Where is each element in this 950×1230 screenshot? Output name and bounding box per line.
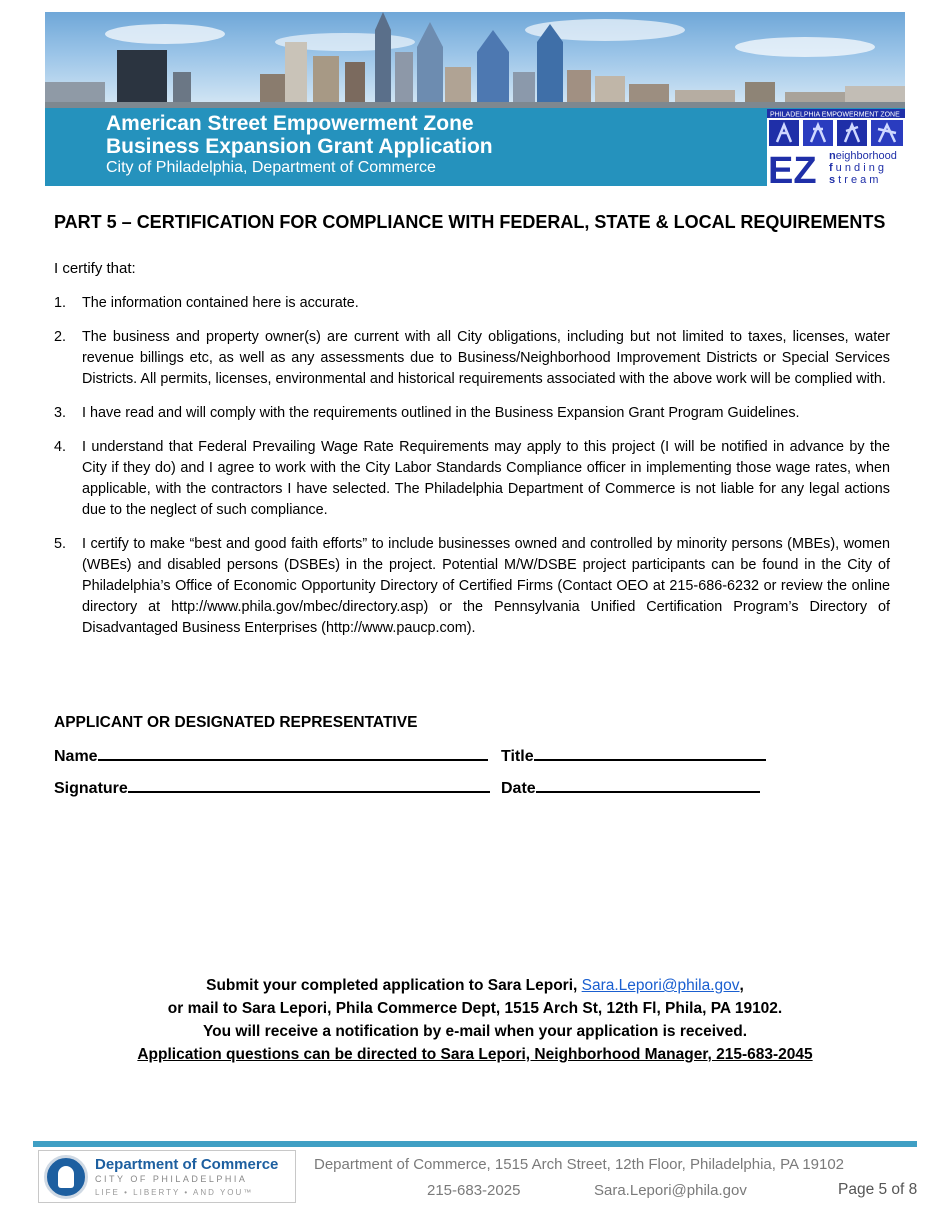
ez-logo-eighborhood: eighborhood	[835, 150, 897, 162]
name-field[interactable]	[54, 747, 488, 767]
title-label: Title	[501, 748, 534, 765]
title-line[interactable]	[534, 747, 766, 761]
ez-logo-s: s	[829, 174, 836, 186]
ez-logo-unding: u n d i n g	[835, 162, 884, 174]
certification-number: 2.	[54, 329, 67, 345]
certification-item	[54, 293, 890, 314]
skyline-graphic	[45, 12, 905, 108]
ez-logo-n: n	[829, 150, 836, 162]
contact-email-link[interactable]: Sara.Lepori@phila.gov	[581, 977, 740, 994]
submit-line-4: Application questions can be directed to Sara Lepori, Neighborhood Manager, 215-683-2045	[137, 1046, 813, 1063]
liberty-bell-icon	[44, 1155, 88, 1199]
page-number: Page 5 of 8	[838, 1181, 918, 1198]
title-field[interactable]	[501, 747, 766, 767]
name-label: Name	[54, 748, 98, 765]
part-5-heading: PART 5 – CERTIFICATION FOR COMPLIANCE WITH FEDERAL, STATE & LOCAL REQUIREMENTS	[54, 212, 886, 232]
skyline-image	[45, 12, 905, 108]
certification-text: The business and property owner(s) are current with all City obligations, including but not limited to taxes, licenses, water revenue billings etc, as well as any assessments due to Business/Neighborhood Improvement Districts or Special Services Districts. All permits, licenses, environmental and historical requirements associated with the above work will be complied with.	[82, 329, 890, 387]
name-line[interactable]	[98, 747, 488, 761]
submit-line-3: You will receive a notification by e-mail when your application is received.	[202, 1023, 748, 1040]
signature-line[interactable]	[128, 779, 490, 793]
footer-address: Department of Commerce, 1515 Arch Street, 12th Floor, Philadelphia, PA 19102	[314, 1156, 845, 1173]
logo-motto: LIFE • LIBERTY • AND YOU™	[95, 1188, 254, 1197]
signature-field[interactable]	[54, 779, 490, 799]
certification-number: 5.	[54, 536, 67, 552]
certification-text: The information contained here is accurate.	[82, 295, 359, 311]
application-title-line-1: American Street Empowerment Zone	[106, 112, 474, 135]
certification-list	[54, 293, 890, 652]
certification-text: I have read and will comply with the requirements outlined in the Business Expansion Grant Program Guidelines.	[82, 405, 800, 421]
empowerment-zone-logo	[767, 109, 905, 186]
certification-item	[54, 403, 890, 424]
ez-logo-top-text: PHILADELPHIA EMPOWERMENT ZONE	[770, 111, 900, 119]
certification-item	[54, 327, 890, 390]
certification-item	[54, 534, 890, 639]
ez-logo-f: f	[829, 162, 833, 174]
submission-instructions	[0, 974, 950, 1066]
footer-phone: 215-683-2025	[427, 1182, 521, 1199]
submit-line-1: Submit your completed application to Sara Lepori, Sara.Lepori@phila.gov,	[206, 977, 744, 994]
logo-dept-name: Department of Commerce	[95, 1156, 279, 1173]
applicant-heading: APPLICANT OR DESIGNATED REPRESENTATIVE	[54, 714, 418, 731]
certification-item	[54, 437, 890, 521]
certification-number: 3.	[54, 405, 67, 421]
department-of-commerce-logo	[38, 1150, 296, 1203]
svg-text:fu n d i n g	[829, 162, 884, 174]
application-title-line-2: Business Expansion Grant Application	[106, 135, 493, 158]
certification-number: 4.	[54, 439, 67, 455]
signature-label: Signature	[54, 780, 128, 797]
svg-text:st r e a m	[829, 174, 878, 186]
footer-email: Sara.Lepori@phila.gov	[594, 1182, 747, 1199]
ez-logo-tream: t r e a m	[838, 174, 879, 186]
application-subtitle: City of Philadelphia, Department of Commerce	[106, 159, 436, 176]
certify-intro: I certify that:	[54, 260, 136, 277]
date-line[interactable]	[536, 779, 760, 793]
date-field[interactable]	[501, 779, 760, 799]
ez-logo-letters: EZ	[768, 150, 817, 186]
footer-divider	[33, 1141, 917, 1147]
certification-text: I understand that Federal Prevailing Wage Rate Requirements may apply to this project (I will be notified in advance by the City if they do) and I agree to work with the City Labor Standards Compliance officer in implementing those wage rates, when applicable, with the contractors I have selected. The Philadelphia Department of Commerce is not liable for any legal actions due to the neglect of such compliance.	[82, 439, 890, 518]
date-label: Date	[501, 780, 536, 797]
certification-number: 1.	[54, 295, 67, 311]
svg-text:neighborhood	[829, 150, 897, 162]
submit-line-2: or mail to Sara Lepori, Phila Commerce Dept, 1515 Arch St, 12th Fl, Phila, PA 19102.	[167, 1000, 783, 1017]
header-banner	[45, 12, 905, 186]
certification-text: I certify to make “best and good faith efforts” to include businesses owned and controlled by minority persons (MBEs), women (WBEs) and disabled persons (DSBEs) in the project. Potential M/W/DSBE project participants can be found in the City of Philadelphia’s Office of Economic Opportunity Directory of Certified Firms (Contact OEO at 215-686-6232 or review the online directory at http://www.phila.gov/mbec/directory.asp) or the Pennsylvania Unified Certification Program’s Directory of Disadvantaged Business Enterprises (http://www.paucp.com).	[82, 536, 890, 636]
logo-city-name: CITY OF PHILADELPHIA	[95, 1174, 248, 1184]
